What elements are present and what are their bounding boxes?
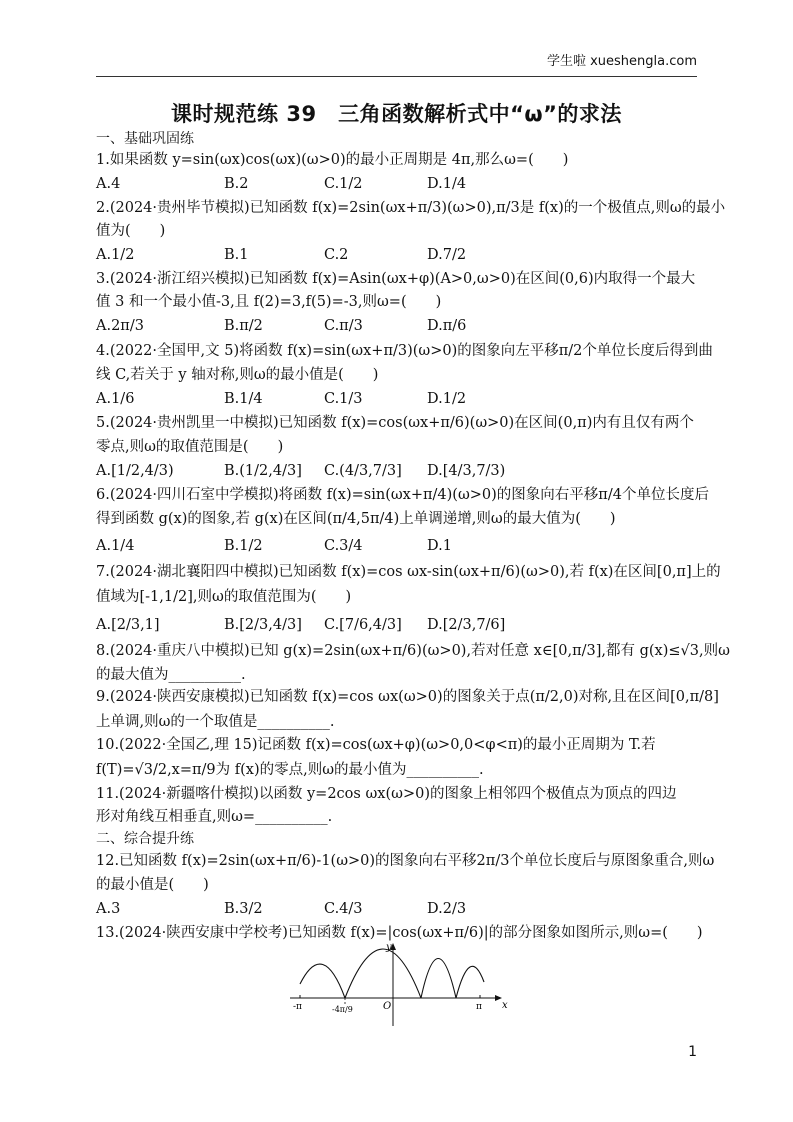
question-6-line-1: 6.(2024·四川石室中学模拟)将函数 f(x)=sin(ωx+π/4)(ω>0)的图象向右平移π/4个单位长度后: [96, 487, 709, 503]
option-b[interactable]: B.π/2: [224, 318, 263, 334]
tick-label-pi: π: [476, 1002, 482, 1012]
option-d[interactable]: D.π/6: [427, 318, 467, 334]
question-4-line-1: 4.(2022·全国甲,文 5)将函数 f(x)=sin(ωx+π/3)(ω>0)的图象向左平移π/2个单位长度后得到曲: [96, 343, 713, 359]
section-heading-advanced: 二、综合提升练: [96, 831, 194, 847]
question-3-line-2: 值 3 和一个最小值-3,且 f(2)=3,f(5)=-3,则ω=( ): [96, 294, 442, 310]
question-10-line-1: 10.(2022·全国乙,理 15)记函数 f(x)=cos(ωx+φ)(ω>0,0<φ<π)的最小正周期为 T.若: [96, 737, 656, 753]
option-c[interactable]: C.1/2: [324, 176, 363, 192]
origin-label: O: [383, 1001, 392, 1012]
question-9-line-1: 9.(2024·陕西安康模拟)已知函数 f(x)=cos ωx(ω>0)的图象关于点(π/2,0)对称,且在区间[0,π/8]: [96, 689, 719, 705]
option-c[interactable]: C.π/3: [324, 318, 363, 334]
question-8-line-1: 8.(2024·重庆八中模拟)已知 g(x)=2sin(ωx+π/6)(ω>0),若对任意 x∈[0,π/3],都有 g(x)≤√3,则ω: [96, 643, 730, 659]
option-d[interactable]: D.[4/3,7/3): [427, 463, 506, 479]
question-7-line-1: 7.(2024·湖北襄阳四中模拟)已知函数 f(x)=cos ωx-sin(ωx+π/6)(ω>0),若 f(x)在区间[0,π]上的: [96, 564, 721, 580]
tick-label-neg-pi: -π: [293, 1002, 302, 1012]
question-11-line-2: 形对角线互相垂直,则ω=__________.: [96, 809, 333, 825]
option-a[interactable]: A.3: [96, 901, 121, 917]
option-d[interactable]: D.1/4: [427, 176, 467, 192]
tick-label-neg-4pi-9: -4π/9: [332, 1005, 353, 1014]
question-6-line-2: 得到函数 g(x)的图象,若 g(x)在区间(π/4,5π/4)上单调递增,则ω的最大值为( ): [96, 511, 616, 527]
question-13-line-1: 13.(2024·陕西安康中学校考)已知函数 f(x)=|cos(ωx+π/6)|的部分图象如图所示,则ω=( ): [96, 925, 703, 941]
question-7-line-2: 值域为[-1,1/2],则ω的取值范围为( ): [96, 589, 352, 605]
option-d[interactable]: D.1/2: [427, 391, 467, 407]
option-d[interactable]: D.7/2: [427, 247, 467, 263]
question-5-line-1: 5.(2024·贵州凯里一中模拟)已知函数 f(x)=cos(ωx+π/6)(ω>0)在区间(0,π)内有且仅有两个: [96, 415, 694, 431]
option-b[interactable]: B.3/2: [224, 901, 263, 917]
curve-arch-1: [300, 964, 345, 998]
option-c[interactable]: C.1/3: [324, 391, 363, 407]
question-4-line-2: 线 C,若关于 y 轴对称,则ω的最小值是( ): [96, 367, 379, 383]
x-axis-arrow: [495, 995, 502, 1001]
question-1-line-1: 1.如果函数 y=sin(ωx)cos(ωx)(ω>0)的最小正周期是 4π,那么ω=( ): [96, 152, 569, 168]
option-b[interactable]: B.[2/3,4/3]: [224, 617, 302, 633]
option-c[interactable]: C.(4/3,7/3]: [324, 463, 402, 479]
y-axis-label: y: [386, 942, 392, 953]
curve-arch-4: [456, 966, 484, 998]
option-a[interactable]: A.2π/3: [96, 318, 144, 334]
option-b[interactable]: B.1/4: [224, 391, 263, 407]
section-heading-basic: 一、基础巩固练: [96, 131, 194, 147]
option-a[interactable]: A.1/2: [96, 247, 135, 263]
option-a[interactable]: A.1/4: [96, 538, 135, 554]
option-d[interactable]: D.1: [427, 538, 452, 554]
question-11-line-1: 11.(2024·新疆喀什模拟)以函数 y=2cos ωx(ω>0)的图象上相邻四个极值点为顶点的四边: [96, 786, 677, 802]
curve-arch-2: [345, 949, 421, 998]
x-axis-label: x: [502, 1000, 508, 1011]
question-10-line-2: f(T)=√3/2,x=π/9为 f(x)的零点,则ω的最小值为__________.: [96, 762, 484, 778]
option-b[interactable]: B.1: [224, 247, 249, 263]
question-12-line-1: 12.已知函数 f(x)=2sin(ωx+π/6)-1(ω>0)的图象向右平移2π/3个单位长度后与原图象重合,则ω: [96, 853, 715, 869]
question-8-line-2: 的最大值为__________.: [96, 667, 246, 683]
question-5-line-2: 零点,则ω的取值范围是( ): [96, 439, 284, 455]
question-9-line-2: 上单调,则ω的一个取值是__________.: [96, 714, 335, 730]
option-b[interactable]: B.(1/2,4/3]: [224, 463, 302, 479]
option-c[interactable]: C.3/4: [324, 538, 363, 554]
option-c[interactable]: C.2: [324, 247, 349, 263]
question-2-line-2: 值为( ): [96, 223, 166, 239]
option-b[interactable]: B.2: [224, 176, 249, 192]
curve-arch-3: [421, 959, 456, 999]
page-title: 课时规范练 39 三角函数解析式中“ω”的求法: [171, 102, 622, 126]
option-d[interactable]: D.2/3: [427, 901, 467, 917]
page-number: 1: [688, 1044, 697, 1060]
option-d[interactable]: D.[2/3,7/6]: [427, 617, 506, 633]
option-c[interactable]: C.4/3: [324, 901, 363, 917]
header-rule: [96, 76, 697, 77]
option-a[interactable]: A.1/6: [96, 391, 135, 407]
option-a[interactable]: A.[2/3,1]: [96, 617, 160, 633]
question-3-line-1: 3.(2024·浙江绍兴模拟)已知函数 f(x)=Asin(ωx+φ)(A>0,ω>0)在区间(0,6)内取得一个最大: [96, 271, 696, 287]
option-a[interactable]: A.[1/2,4/3): [96, 463, 174, 479]
option-a[interactable]: A.4: [96, 176, 121, 192]
function-graph: [290, 938, 520, 1028]
site-watermark: 学生啦 xueshengla.com: [546, 54, 697, 69]
option-c[interactable]: C.[7/6,4/3]: [324, 617, 402, 633]
question-2-line-1: 2.(2024·贵州毕节模拟)已知函数 f(x)=2sin(ωx+π/3)(ω>0),π/3是 f(x)的一个极值点,则ω的最小: [96, 200, 726, 216]
question-12-line-2: 的最小值是( ): [96, 877, 209, 893]
option-b[interactable]: B.1/2: [224, 538, 263, 554]
